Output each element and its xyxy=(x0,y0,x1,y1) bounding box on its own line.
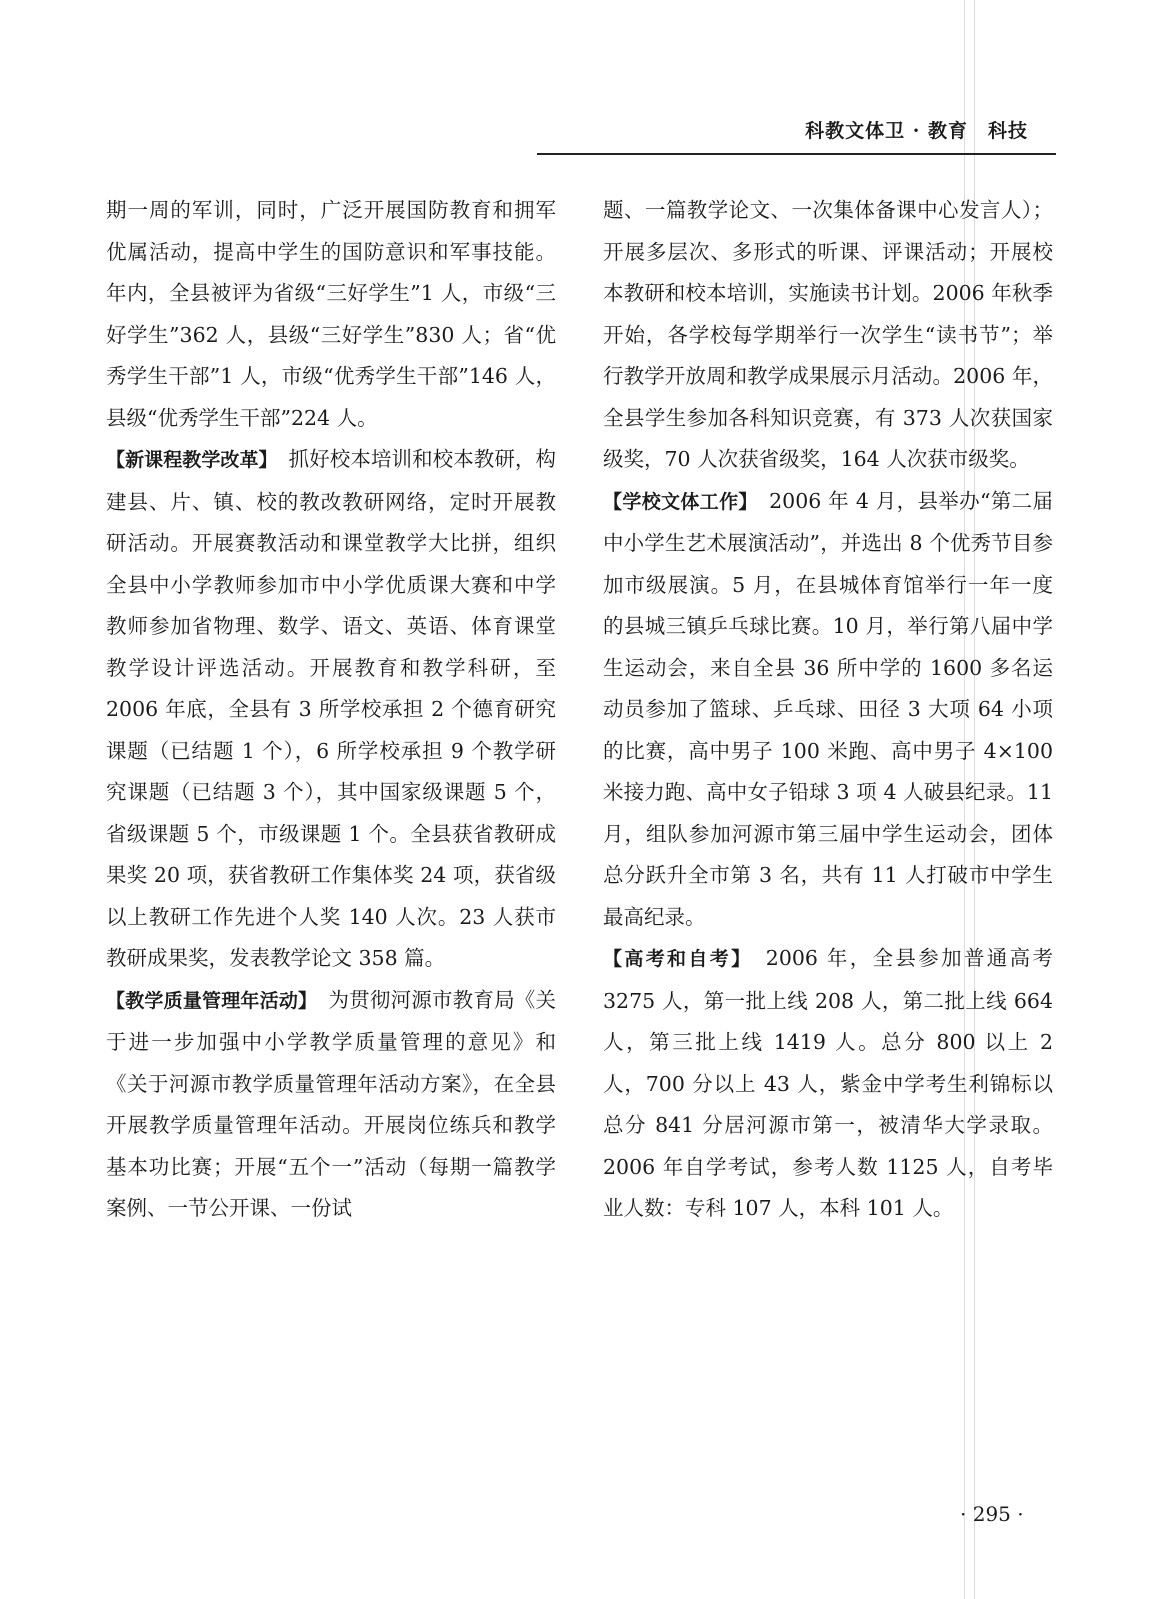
paragraph xyxy=(106,190,556,439)
paragraph xyxy=(603,938,1053,1230)
section-title: 【高考和自考】 xyxy=(603,948,743,970)
paragraph-text: 抓好校本培训和校本教研，构建县、片、镇、校的教改教研网络，定时开展教研活动。开展赛教活动和课堂教学大比拼，组织全县中小学教师参加市中小学优质课大赛和中学教师参加省物理、数学、语文、英语、体育课堂教学设计评选活动。开展教育和教学科研，至 2006 年底，全县有 3 所学校承担 2 个德育研究课题（已结题 1 个），6 所学校承担 9 个教学研究课题（已结题 3 个），其中国家级课题 5 个，省级课题 5 个，市级课题 1 个。全县获省教研成果奖 20 项，获省教研工作集体奖 24 项，获省级以上教研工作先进个人奖 140 人次。23 人获市教研成果奖，发表教学论文 358 篇。 xyxy=(106,447,556,970)
page-number: · 295 · xyxy=(960,1502,1024,1526)
header-rule xyxy=(537,153,1056,155)
section-title: 【学校文体工作】 xyxy=(603,490,749,513)
section-title: 【新课程教学改革】 xyxy=(106,449,269,471)
paragraph-text: 2006 年，全县参加普通高考 3275 人，第一批上线 208 人，第二批上线 664 人，第三批上线 1419 人。总分 800 以上 2 人，700 分以上 43 人，紫金中学考生利锦标以总分 841 分居河源市第一，被清华大学录取。2006 年自学考试，参考人数 1125 人，自考毕业人数：专科 107 人，本科 101 人。 xyxy=(603,946,1053,1220)
paragraph-text: 期一周的军训，同时，广泛开展国防教育和拥军优属活动，提高中学生的国防意识和军事技能。年内，全县被评为省级“三好学生”1 人，市级“三好学生”362 人，县级“三好学生”830 人；省“优秀学生干部”1 人，市级“优秀学生干部”146 人，县级“优秀学生干部”224 人。 xyxy=(106,198,556,430)
paragraph xyxy=(603,190,1053,481)
paragraph xyxy=(106,980,556,1230)
paragraph-text: 题、一篇教学论文、一次集体备课中心发言人）；开展多层次、多形式的听课、评课活动；开展校本教研和校本培训，实施读书计划。2006 年秋季开始，各学校每学期举行一次学生“读书节”；举行教学开放周和教学成果展示月活动。2006 年，全县学生参加各科知识竞赛，有 373 人次获国家级奖，70 人次获省级奖，164 人次获市级奖。 xyxy=(603,198,1053,471)
running-head: 科教文体卫 · 教育 科技 xyxy=(805,120,1028,142)
paragraph-text: 为贯彻河源市教育局《关于进一步加强中小学教学质量管理的意见》和《关于河源市教学质量管理年活动方案》，在全县开展教学质量管理年活动。开展岗位练兵和教学基本功比赛；开展“五个一”活动（每期一篇教学案例、一节公开课、一份试 xyxy=(106,987,556,1220)
right-column xyxy=(603,190,1053,1230)
section-title: 【教学质量管理年活动】 xyxy=(106,989,308,1012)
paragraph-text: 2006 年 4 月，县举办“第二届中小学生艺术展演活动”，并选出 8 个优秀节目参加市级展演。5 月，在县城体育馆举行一年一度的县城三镇乒乓球比赛。10 月，举行第八届中学生运动会，来自全县 36 所中学的 1600 多名运动员参加了篮球、乒乓球、田径 3 大项 64 小项的比赛，高中男子 100 米跑、高中男子 4×100 米接力跑、高中女子铅球 3 项 4 人破县纪录。11 月，组队参加河源市第三届中学生运动会，团体总分跃升全市第 3 名，共有 11 人打破市中学生最高纪录。 xyxy=(603,488,1053,929)
paragraph xyxy=(603,481,1053,939)
paragraph xyxy=(106,439,556,980)
left-column xyxy=(106,190,556,1230)
